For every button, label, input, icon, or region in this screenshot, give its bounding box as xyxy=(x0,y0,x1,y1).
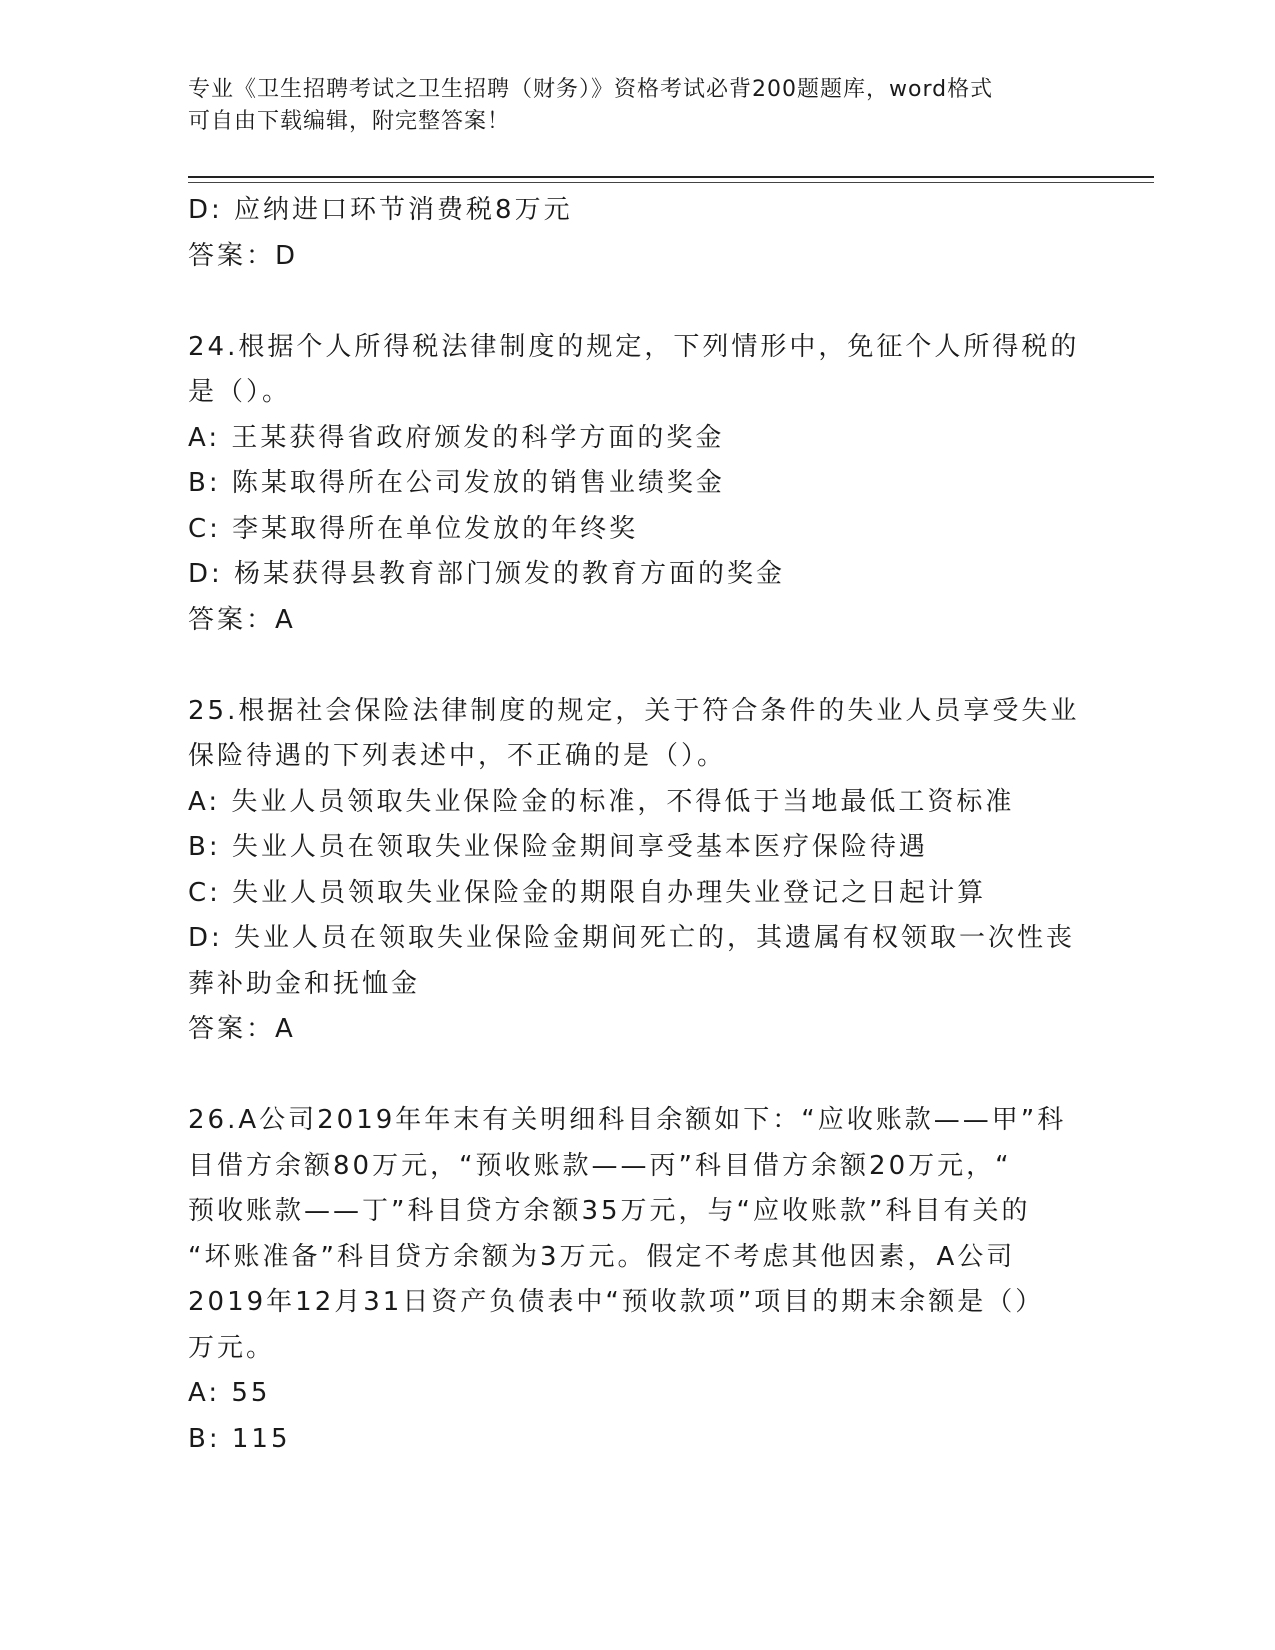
question-content xyxy=(188,188,1088,1462)
header-divider-thin xyxy=(188,182,1154,183)
q26-stem-line-4: “坏账准备”科目贷方余额为3万元。假定不考虑其他因素，A公司 xyxy=(188,1241,1016,1272)
q25-option-d-line-1: D: 失业人员在领取失业保险金期间死亡的，其遗属有权领取一次性丧 xyxy=(188,923,1076,953)
header-divider-thick xyxy=(188,176,1154,178)
q25-option-a: A: 失业人员领取失业保险金的标准，不得低于当地最低工资标准 xyxy=(188,786,1015,817)
header-line-2: 可自由下载编辑，附完整答案！ xyxy=(188,109,511,134)
header-line-1: 专业《卫生招聘考试之卫生招聘（财务）》资格考试必背200题题库，word格式 xyxy=(188,77,994,102)
q25-stem-line-1: 25.根据社会保险法律制度的规定，关于符合条件的失业人员享受失业 xyxy=(188,695,1080,726)
q26-stem-line-1: 26.A公司2019年年末有关明细科目余额如下：“应收账款——甲”科 xyxy=(188,1105,1067,1135)
prev-option-d: D: 应纳进口环节消费税8万元 xyxy=(188,195,573,225)
q25-option-c: C: 失业人员领取失业保险金的期限自办理失业登记之日起计算 xyxy=(188,877,987,908)
q24-stem-line-2: 是（）。 xyxy=(188,377,292,407)
q24-option-a: A: 王某获得省政府颁发的科学方面的奖金 xyxy=(188,422,725,453)
q25-option-b: B: 失业人员在领取失业保险金期间享受基本医疗保险待遇 xyxy=(188,832,928,862)
q26-option-a: A: 55 xyxy=(188,1378,271,1408)
spacer xyxy=(188,1053,1088,1099)
q25-answer: 答案：A xyxy=(188,1014,296,1044)
q24-option-b: B: 陈某取得所在公司发放的销售业绩奖金 xyxy=(188,468,725,498)
q26-option-b: B: 115 xyxy=(188,1423,291,1454)
q24-option-c: C: 李某取得所在单位发放的年终奖 xyxy=(188,513,639,544)
q26-stem-line-3: 预收账款——丁”科目贷方余额35万元，与“应收账款”科目有关的 xyxy=(188,1196,1031,1226)
q25-stem-line-2: 保险待遇的下列表述中，不正确的是（）。 xyxy=(188,741,727,771)
q24-option-d: D: 杨某获得县教育部门颁发的教育方面的奖金 xyxy=(188,559,786,589)
spacer xyxy=(188,643,1088,689)
q26-stem-line-2: 目借方余额80万元，“预收账款——丙”科目借方余额20万元，“ xyxy=(188,1150,1012,1181)
prev-answer: 答案：D xyxy=(188,240,299,271)
q24-stem-line-1: 24.根据个人所得税法律制度的规定，下列情形中，免征个人所得税的 xyxy=(188,331,1080,362)
q26-stem-line-6: 万元。 xyxy=(188,1332,276,1363)
spacer xyxy=(188,279,1088,325)
q25-option-d-line-2: 葬补助金和抚恤金 xyxy=(188,968,421,999)
document-header xyxy=(188,74,1088,138)
q26-stem-line-5: 2019年12月31日资产负债表中“预收款项”项目的期末余额是（） xyxy=(188,1287,1045,1317)
q24-answer: 答案：A xyxy=(188,604,296,635)
